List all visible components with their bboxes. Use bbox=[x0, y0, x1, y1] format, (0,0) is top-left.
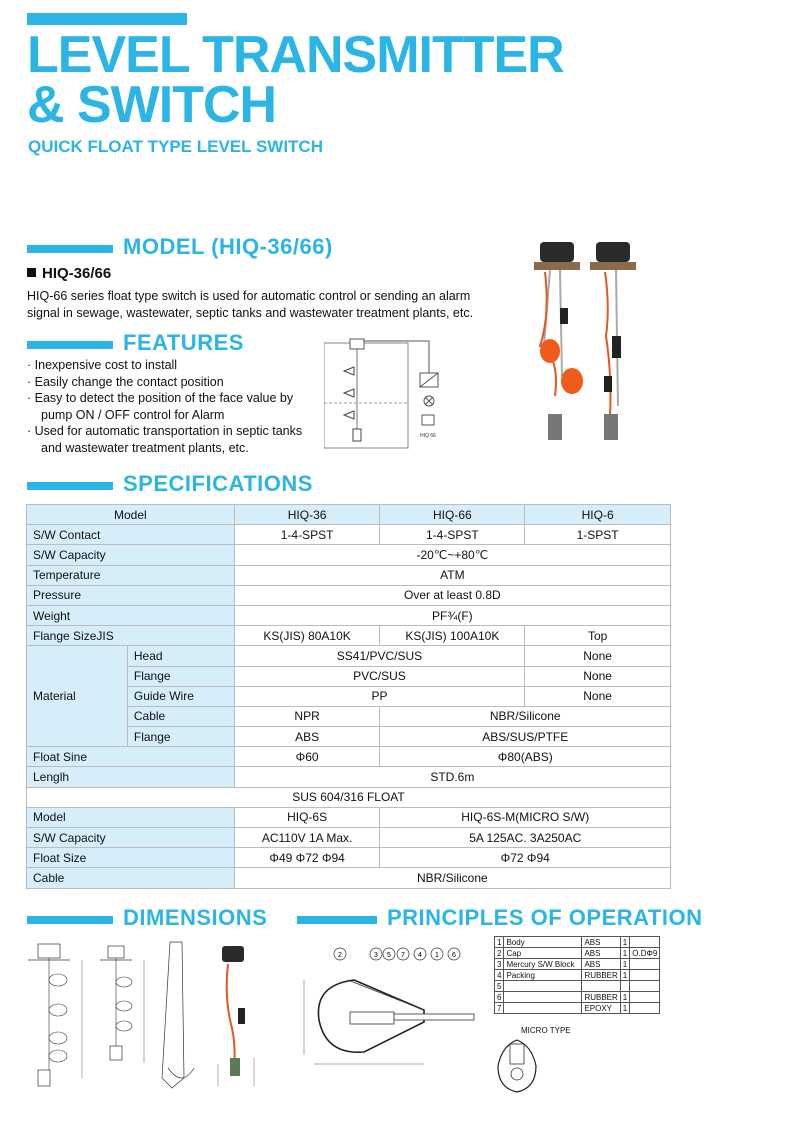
table-cell: Cable bbox=[27, 868, 235, 888]
table-cell: None bbox=[525, 686, 671, 706]
page-title: LEVEL TRANSMITTER & SWITCH bbox=[27, 26, 564, 134]
micro-type-drawing bbox=[492, 1036, 542, 1096]
installation-diagram bbox=[324, 333, 464, 458]
list-item: · Inexpensive cost to install bbox=[27, 357, 312, 374]
table-cell: S/W Contact bbox=[27, 525, 235, 545]
table-cell: AC110V 1A Max. bbox=[234, 828, 380, 848]
section-title-dimensions: DIMENSIONS bbox=[123, 905, 268, 930]
list-item: · Easily change the contact position bbox=[27, 374, 312, 391]
list-item: · Used for automatic transportation in septic tanks and wastewater treatment plants, etc. bbox=[27, 423, 312, 456]
table-cell: Flange SizeJIS bbox=[27, 626, 235, 646]
table-cell: 1-SPST bbox=[525, 525, 671, 545]
table-cell: Φ72 Φ94 bbox=[380, 848, 671, 868]
table-cell: S/W Capacity bbox=[27, 545, 235, 565]
micro-type-label: MICRO TYPE bbox=[521, 1026, 571, 1035]
table-row: 6 RUBBER 1 bbox=[495, 992, 660, 1003]
table-cell: PF¾(F) bbox=[234, 605, 670, 625]
table-cell: -20℃~+80℃ bbox=[234, 545, 670, 565]
table-cell: KS(JIS) 100A10K bbox=[380, 626, 525, 646]
table-row bbox=[27, 585, 671, 605]
table-cell: PP bbox=[234, 686, 525, 706]
table-cell: NBR/Silicone bbox=[234, 868, 670, 888]
table-cell: Float Sine bbox=[27, 747, 235, 767]
table-cell: 1-4-SPST bbox=[380, 525, 525, 545]
page-subtitle: QUICK FLOAT TYPE LEVEL SWITCH bbox=[28, 137, 323, 156]
model-description: HIQ-66 series float type switch is used for automatic control or sending an alarm signal in sewage, wastewater, septic tanks and wastewater treatment plants, etc. bbox=[27, 289, 474, 320]
table-cell: HIQ-36 bbox=[234, 505, 380, 525]
table-cell: Head bbox=[127, 646, 234, 666]
callout-label: 6 bbox=[452, 952, 456, 959]
table-cell: HIQ-6S bbox=[234, 807, 380, 827]
parts-table bbox=[494, 936, 660, 1014]
section-bar-model bbox=[27, 245, 113, 253]
table-cell: NBR/Silicone bbox=[380, 706, 671, 726]
section-bar-specifications bbox=[27, 482, 113, 490]
table-cell: Guide Wire bbox=[127, 686, 234, 706]
table-row bbox=[27, 848, 671, 868]
table-row bbox=[27, 868, 671, 888]
table-cell: Φ60 bbox=[234, 747, 380, 767]
table-cell: Material bbox=[27, 646, 128, 747]
table-cell: Top bbox=[525, 626, 671, 646]
table-cell: HIQ-6 bbox=[525, 505, 671, 525]
table-cell: STD.6m bbox=[234, 767, 670, 787]
section-bar-dimensions bbox=[27, 916, 113, 924]
table-row: 3 Mercury S/W Block ABS 1 bbox=[495, 959, 660, 970]
table-row: 1 Body ABS 1 bbox=[495, 937, 660, 948]
specifications-table bbox=[26, 504, 671, 889]
product-photo bbox=[520, 236, 670, 446]
table-cell: SS41/PVC/SUS bbox=[234, 646, 525, 666]
table-row bbox=[27, 787, 671, 807]
list-item: · Easy to detect the position of the face value by pump ON / OFF control for Alarm bbox=[27, 390, 312, 423]
table-cell: Flange bbox=[127, 666, 234, 686]
table-cell: S/W Capacity bbox=[27, 828, 235, 848]
table-row bbox=[27, 626, 671, 646]
section-bar-features bbox=[27, 341, 113, 349]
section-title-specifications: SPECIFICATIONS bbox=[123, 471, 313, 496]
table-row bbox=[27, 767, 671, 787]
features-list bbox=[27, 357, 312, 456]
table-row: 5 bbox=[495, 981, 660, 992]
table-cell: None bbox=[525, 646, 671, 666]
table-cell: ABS/SUS/PTFE bbox=[380, 727, 671, 747]
section-title-model: MODEL (HIQ-36/66) bbox=[123, 234, 333, 259]
table-cell: Φ49 Φ72 Φ94 bbox=[234, 848, 380, 868]
callout-label: 5 bbox=[387, 952, 391, 959]
table-cell: KS(JIS) 80A10K bbox=[234, 626, 380, 646]
table-row: 7 EPOXY 1 bbox=[495, 1003, 660, 1014]
table-cell: Model bbox=[27, 505, 235, 525]
table-cell: Temperature bbox=[27, 565, 235, 585]
table-cell: 5A 125AC. 3A250AC bbox=[380, 828, 671, 848]
table-row bbox=[27, 605, 671, 625]
callout-label: 7 bbox=[401, 952, 405, 959]
table-cell: PVC/SUS bbox=[234, 666, 525, 686]
table-cell: Cable bbox=[127, 706, 234, 726]
table-cell: NPR bbox=[234, 706, 380, 726]
section-title-principles: PRINCIPLES OF OPERATION bbox=[387, 905, 703, 930]
table-cell: Φ80(ABS) bbox=[380, 747, 671, 767]
table-cell: Weight bbox=[27, 605, 235, 625]
table-cell: ATM bbox=[234, 565, 670, 585]
table-cell: ABS bbox=[234, 727, 380, 747]
table-cell: 1-4-SPST bbox=[234, 525, 380, 545]
model-subtitle: HIQ-36/66 bbox=[27, 265, 111, 282]
callout-label: 2 bbox=[338, 952, 342, 959]
table-row bbox=[27, 807, 671, 827]
dimensions-drawing bbox=[22, 938, 282, 1098]
section-bar-principles bbox=[297, 916, 377, 924]
callout-label: 3 bbox=[374, 952, 378, 959]
table-row bbox=[27, 646, 671, 666]
table-row bbox=[27, 545, 671, 565]
section-title-features: FEATURES bbox=[123, 330, 244, 355]
table-cell: None bbox=[525, 666, 671, 686]
diagram-label: HIQ 66 bbox=[420, 433, 436, 439]
principles-drawing bbox=[294, 940, 494, 1080]
table-row: 4 Packing RUBBER 1 bbox=[495, 970, 660, 981]
table-row bbox=[27, 525, 671, 545]
table-cell: Pressure bbox=[27, 585, 235, 605]
table-cell: Float Size bbox=[27, 848, 235, 868]
callout-label: 4 bbox=[418, 952, 422, 959]
table-row bbox=[27, 505, 671, 525]
callout-label: 1 bbox=[435, 952, 439, 959]
table-row bbox=[27, 747, 671, 767]
table-row bbox=[27, 828, 671, 848]
table-row bbox=[27, 565, 671, 585]
square-bullet-icon bbox=[27, 268, 36, 277]
table-row: 2 Cap ABS 1 O.DΦ9 bbox=[495, 948, 660, 959]
header-accent-bar bbox=[27, 13, 187, 25]
table-cell: Lenglh bbox=[27, 767, 235, 787]
table-cell: HIQ-66 bbox=[380, 505, 525, 525]
table-cell: HIQ-6S-M(MICRO S/W) bbox=[380, 807, 671, 827]
table-cell: Over at least 0.8D bbox=[234, 585, 670, 605]
table-cell: SUS 604/316 FLOAT bbox=[27, 787, 671, 807]
table-cell: Model bbox=[27, 807, 235, 827]
table-cell: Flange bbox=[127, 727, 234, 747]
